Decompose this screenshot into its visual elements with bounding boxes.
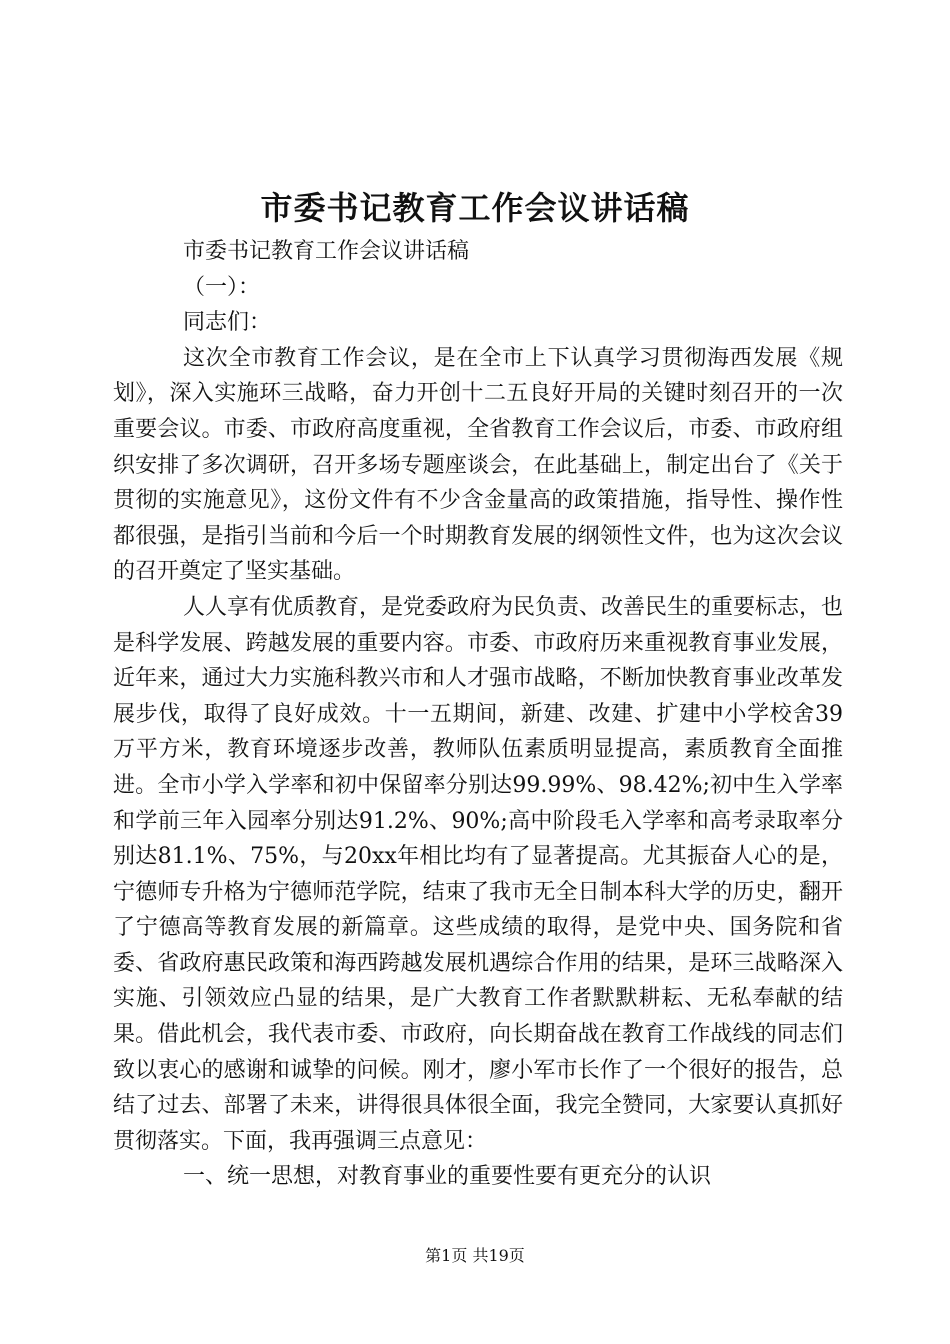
section-marker: （一）： <box>183 274 261 300</box>
subtitle-line: 市委书记教育工作会议讲话稿 <box>183 239 470 264</box>
paragraph: 人人享有优质教育，是党委政府为民负责、改善民生的重要标志，也是科学发展、跨越发展的重要内容。市委、市政府历来重视教育事业发展，近年来，通过大力实施科教兴市和人才强市战略，不断加快教育事业改革发展步伐，取得了良好成效。十一五期间，新建、改建、扩建中小学校舍39万平方米，教育环境逐步改善，教师队伍素质明显提高，素质教育全面推进。全市小学入学率和初中保留率分别达99.99%、98.42%;初中生入学率和学前三年入园率分别达91.2%、90%;高中阶段毛入学率和高考录取率分别达81.1%、75%，与20xx年相比均有了显著提高。尤其振奋人心的是，宁德师专升格为宁德师范学院，结束了我市无全日制本科大学的历史，翻开了宁德高等教育发展的新篇章。这些成绩的取得，是党中央、国务院和省委、省政府惠民政策和海西跨越发展机遇综合作用的结果，是环三战略深入实施、引领效应凸显的结果，是广大教育工作者默默耕耘、无私奉献的结果。借此机会，我代表市委、市政府，向长期奋战在教育工作战线的同志们致以衷心的感谢和诚挚的问候。刚才，廖小军市长作了一个很好的报告，总结了过去、部署了未来，讲得很具体很全面，我完全赞同，大家要认真抓好贯彻落实。下面，我再强调三点意见： <box>113 594 844 1154</box>
salutation: 同志们： <box>183 310 272 336</box>
document-body <box>113 234 843 1195</box>
paragraph: 这次全市教育工作会议，是在全市上下认真学习贯彻海西发展《规划》，深入实施环三战略，奋力开创十二五良好开局的关键时刻召开的一次重要会议。市委、市政府高度重视，全省教育工作会议后，市委、市政府组织安排了多次调研，召开多场专题座谈会，在此基础上，制定出台了《关于贯彻的实施意见》，这份文件有不少含金量高的政策措施，指导性、操作性都很强，是指引当前和今后一个时期教育发展的纲领性文件，也为这次会议的召开奠定了坚实基础。 <box>113 345 843 585</box>
document-title: 市委书记教育工作会议讲话稿 <box>260 189 690 227</box>
section-heading: 一、统一思想，对教育事业的重要性要有更充分的认识 <box>183 1164 712 1190</box>
page-number-footer: 第1页 共19页 <box>425 1246 525 1265</box>
